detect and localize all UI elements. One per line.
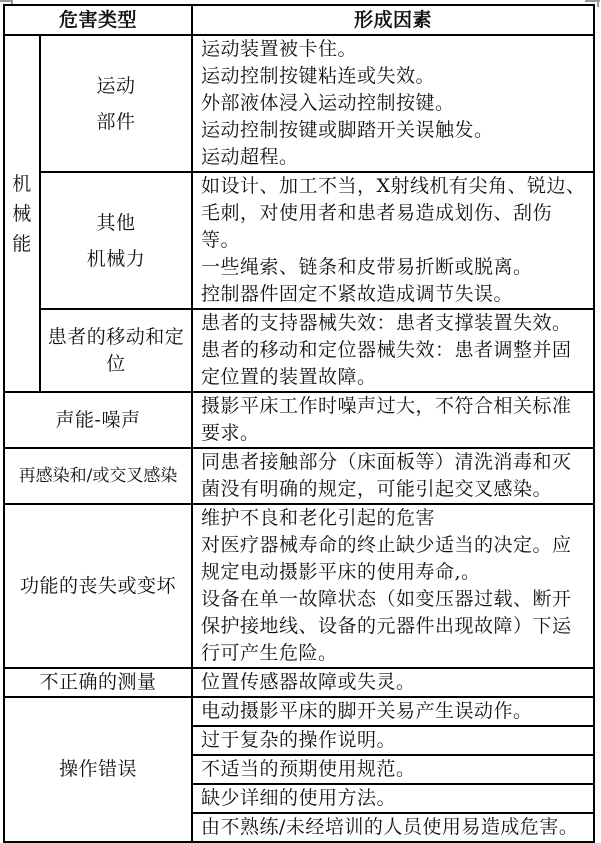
table-row-moving-parts: [4, 35, 594, 172]
factor-line: 由不熟练/未经培训的人员使用易造成危害。: [201, 816, 579, 838]
factors-operation-error-1: [192, 697, 594, 726]
table-row-patient-positioning: [4, 309, 594, 392]
hazard-label-line: 声能-噪声: [55, 408, 141, 431]
factors-incorrect-measurement: [192, 668, 594, 697]
hazard-label-cross-infection: [4, 448, 192, 504]
factor-line: 不适当的预期使用规范。: [201, 758, 416, 780]
group-label-mechanical-energy: [4, 35, 40, 392]
table-row-cross-infection: [4, 448, 594, 504]
hazard-label-line: 患者的移动和定位: [47, 325, 185, 375]
factor-line: 运动控制按键粘连或失效。: [201, 65, 436, 87]
hazard-label-function-loss: [4, 504, 192, 668]
factor-line: 缺少详细的使用方法。: [201, 787, 397, 809]
table-header-row: [4, 5, 594, 35]
table-row-other-mechanical: [4, 172, 594, 309]
table-row-incorrect-measurement: [4, 668, 594, 697]
group-char: 械: [12, 202, 32, 225]
factor-line: 摄影平床工作时噪声过大，不符合相关标准要求。: [201, 395, 572, 444]
factors-operation-error-5: [192, 813, 594, 842]
hazard-label-line: 不正确的测量: [39, 671, 157, 693]
factors-operation-error-2: [192, 726, 594, 755]
factor-line: 运动装置被卡住。: [201, 38, 358, 60]
factor-line: 一些绳索、链条和皮带易折断或脱离。: [201, 256, 533, 278]
factors-noise: [192, 392, 594, 448]
factor-line: 过于复杂的操作说明。: [201, 729, 397, 751]
hazard-label-line: 再感染和/或交叉感染: [18, 465, 178, 486]
header-formation-factor: 形成因素: [192, 5, 594, 35]
hazard-label-patient-positioning: [40, 309, 192, 392]
factors-function-loss: [192, 504, 594, 668]
factor-line: 对医疗器械寿命的终止缺少适当的决定。应规定电动摄影平床的使用寿命,。: [201, 534, 572, 583]
hazard-label-operation-error: [4, 697, 192, 842]
table-row-function-loss: [4, 504, 594, 668]
header-hazard-type: 危害类型: [4, 5, 192, 35]
hazard-label-moving-parts: [40, 35, 192, 172]
hazard-label-line: 功能的丧失或变坏: [20, 574, 177, 597]
factors-moving-parts: [192, 35, 594, 172]
scan-artifact-top-right-tick: [597, 0, 599, 7]
factor-line: 控制器件固定不紧故造成调节失误。: [201, 283, 514, 305]
table-row-operation-error-1: [4, 697, 594, 726]
hazard-label-line: 操作错误: [59, 758, 138, 780]
factor-line: 运动超程。: [201, 146, 299, 168]
hazard-label-line: 部件: [96, 110, 136, 133]
factor-line: 运动控制按键或脚踏开关误触发。: [201, 119, 494, 141]
hazard-label-other-mechanical: [40, 172, 192, 309]
factor-line: 如设计、加工不当，X射线机有尖角、锐边、毛刺，对使用者和患者易造成划伤、刮伤等。: [201, 175, 586, 251]
hazard-label-line: 运动: [96, 74, 136, 97]
hazard-label-noise: [4, 392, 192, 448]
hazard-label-line: 其他: [96, 211, 136, 234]
factor-line: 患者的移动和定位器械失效：患者调整并固定位置的装置故障。: [201, 339, 572, 388]
table-row-noise: [4, 392, 594, 448]
factor-line: 位置传感器故障或失灵。: [201, 671, 416, 693]
factor-line: 设备在单一故障状态（如变压器过载、断开保护接地线、设备的元器件出现故障）下运行可产生危险。: [201, 588, 572, 664]
factor-line: 外部液体浸入运动控制按键。: [201, 92, 455, 114]
factor-line: 维护不良和老化引起的危害: [201, 507, 436, 529]
hazard-label-incorrect-measurement: [4, 668, 192, 697]
group-char: 机: [12, 172, 32, 195]
factors-patient-positioning: [192, 309, 594, 392]
factor-line: 同患者接触部分（床面板等）清洗消毒和灭菌没有明确的规定，可能引起交叉感染。: [201, 451, 572, 500]
factors-cross-infection: [192, 448, 594, 504]
group-char: 能: [12, 232, 32, 255]
factor-line: 患者的支持器械失效：患者支撑装置失效。: [201, 312, 572, 334]
factors-operation-error-3: [192, 755, 594, 784]
factor-line: 电动摄影平床的脚开关易产生误动作。: [201, 700, 533, 722]
factors-operation-error-4: [192, 784, 594, 813]
factors-other-mechanical: [192, 172, 594, 309]
hazard-label-line: 机械力: [86, 247, 146, 270]
hazard-analysis-table: [3, 4, 595, 843]
